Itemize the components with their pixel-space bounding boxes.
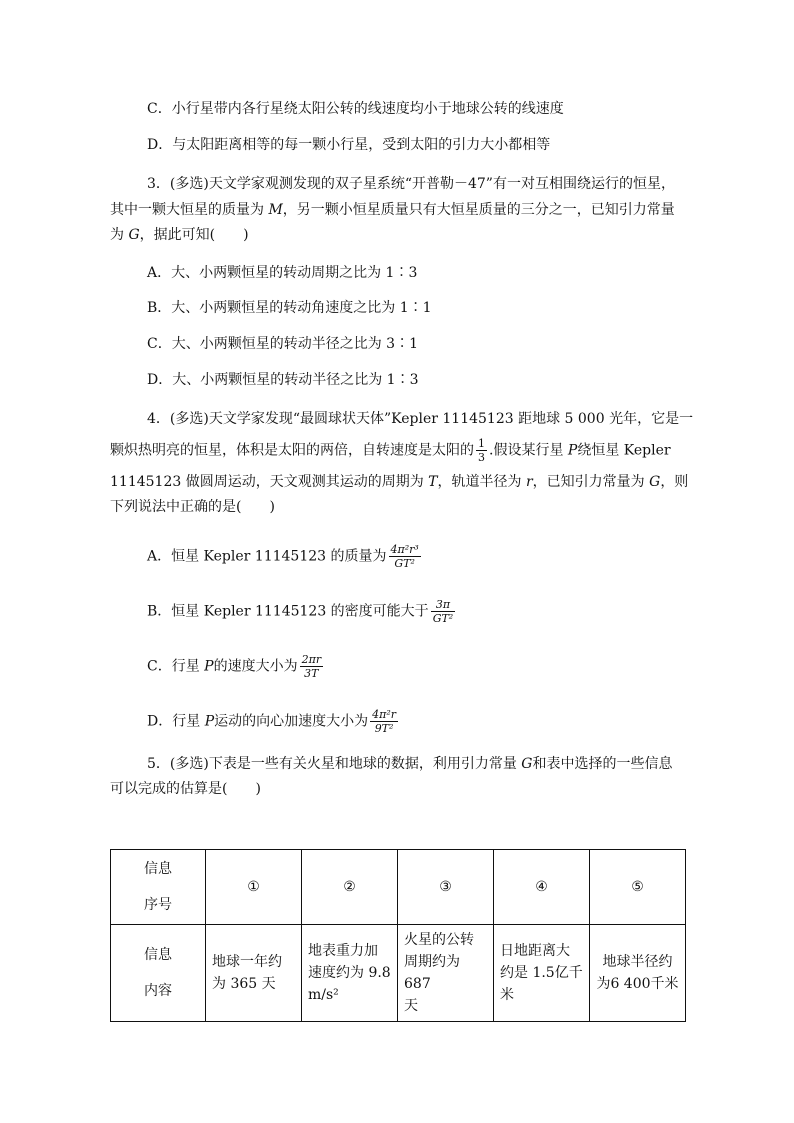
q4-option-d: D．行星 P运动的向心加速度大小为 $\frac{\text{4π²r}}{\text{9T²}}$ — [147, 708, 397, 735]
table-number-5: ⑤ — [590, 850, 686, 925]
table-cell-3: 火星的公转 周期约为 687 天 — [398, 925, 494, 1022]
q4-option-a: A．恒星 Kepler 11145123 的质量为 $\frac{\text{4π²r³}}{\text{GT²}}$ — [147, 543, 419, 570]
table-content-label: 信息 内容 — [111, 925, 206, 1022]
q3-option-a: A．大、小两颗恒星的转动周期之比为 1∶3 — [147, 265, 418, 281]
q5-stem-line2: 可以完成的估算是( ) — [110, 781, 261, 797]
q4-option-b: B．恒星 Kepler 11145123 的密度可能大于 $\frac{3\pi}{\text{GT²}}$ — [147, 598, 454, 625]
table-number-4: ④ — [494, 850, 590, 925]
table-number-3: ③ — [398, 850, 494, 925]
table-header-label: 信息 序号 — [111, 850, 206, 925]
table-number-2: ② — [302, 850, 398, 925]
q4-stem-line1: 4．(多选)天文学家发现“最圆球状天体”Kepler 11145123 距地球 5 000 光年，它是一 — [147, 411, 694, 427]
q4-option-b-formula: $\frac{3\pi}{\text{GT²}}$ — [432, 598, 454, 625]
q5-stem-line1: 5．(多选)下表是一些有关火星和地球的数据，利用引力常量 G和表中选择的一些信息 — [147, 756, 673, 772]
q3-option-d: D．大、小两颗恒星的转动半径之比为 1∶3 — [147, 372, 419, 388]
q2-option-d: D．与太阳距离相等的每一颗小行星，受到太阳的引力大小都相等 — [147, 137, 551, 153]
q4-option-c-formula: $\frac{2\pi r}{3T}$ — [301, 653, 322, 680]
q4-stem-line3: 11145123 做圆周运动，天文观测其运动的周期为 T，轨道半径为 r，已知引力常量为 G，则 — [110, 474, 689, 490]
q4-option-a-formula: $\frac{\text{4π²r³}}{\text{GT²}}$ — [390, 543, 419, 570]
table-cell-4: 日地距离大 约是 1.5亿千 米 — [494, 925, 590, 1022]
table-cell-5: 地球半径约 为6 400千米 — [590, 925, 686, 1022]
q4-fraction-one-third: $\frac{1}{3}$ — [478, 437, 485, 464]
q3-stem-line1: 3．(多选)天文学家观测发现的双子星系统“开普勒－47”有一对互相围绕运行的恒星， — [147, 176, 675, 192]
q3-option-c: C．大、小两颗恒星的转动半径之比为 3∶1 — [147, 336, 418, 352]
table-row-header — [111, 850, 686, 925]
table-cell-1: 地球一年约 为 365 天 — [206, 925, 302, 1022]
table-number-1: ① — [206, 850, 302, 925]
q4-option-d-formula: $\frac{\text{4π²r}}{\text{9T²}}$ — [372, 708, 397, 735]
q3-stem-line2: 其中一颗大恒星的质量为 M，另一颗小恒星质量只有大恒星质量的三分之一，已知引力常量 — [110, 202, 675, 218]
table-row-content — [111, 925, 686, 1022]
q3-option-b: B．大、小两颗恒星的转动角速度之比为 1∶1 — [147, 300, 432, 316]
q3-stem-line3: 为 G，据此可知( ) — [110, 227, 249, 243]
table-cell-2: 地表重力加 速度约为 9.8 m/s² — [302, 925, 398, 1022]
q4-stem-line4: 下列说法中正确的是( ) — [110, 499, 275, 515]
q4-stem-line2: 颗炽热明亮的恒星，体积是太阳的两倍，自转速度是太阳的 $\frac{1}{3}$ .假设某行星 P绕恒星 Kepler — [110, 437, 671, 464]
q2-option-c: C．小行星带内各行星绕太阳公转的线速度均小于地球公转的线速度 — [147, 101, 564, 117]
q4-option-c: C．行星 P的速度大小为 $\frac{2\pi r}{3T}$ — [147, 653, 322, 680]
mars-earth-data-table — [110, 849, 686, 1022]
